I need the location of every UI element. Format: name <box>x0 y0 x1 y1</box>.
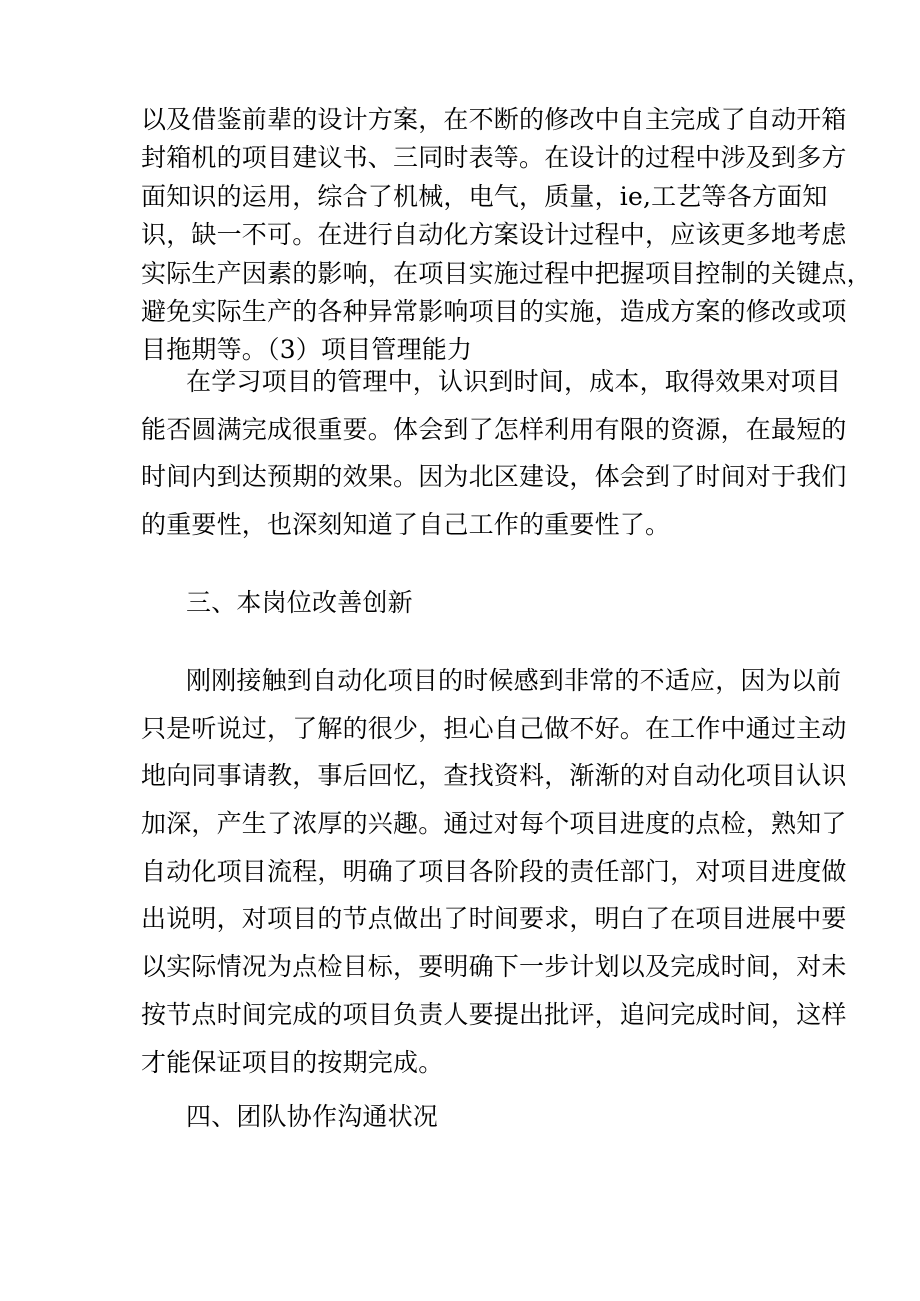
paragraph-line: 目拖期等。（3）项目管理能力 <box>141 335 473 365</box>
paragraph-line: 加深，产生了浓厚的兴趣。通过对每个项目进度的点检，熟知了 <box>141 809 847 839</box>
paragraph-line: 时间内到达预期的效果。因为北区建设，体会到了时间对于我们 <box>141 462 847 492</box>
paragraph-line: 只是听说过，了解的很少，担心自己做不好。在工作中通过主动 <box>141 713 847 743</box>
paragraph-line: 地向同事请教，事后回忆，查找资料，渐渐的对自动化项目认识 <box>141 761 847 791</box>
paragraph-line: 按节点时间完成的项目负责人要提出批评，追问完成时间，这样 <box>141 999 847 1029</box>
paragraph-line: 刚刚接触到自动化项目的时候感到非常的不适应，因为以前 <box>186 666 842 695</box>
paragraph-line: 自动化项目流程，明确了项目各阶段的责任部门，对项目进度做 <box>141 856 847 886</box>
section-heading-4 <box>141 1097 791 1137</box>
paragraph-line: 能否圆满完成很重要。体会到了怎样利用有限的资源，在最短的 <box>141 414 847 444</box>
section-heading: 四、团队协作沟通状况 <box>186 1102 439 1131</box>
paragraph-line: 出说明，对项目的节点做出了时间要求，明白了在项目进展中要 <box>141 904 847 934</box>
paragraph-2 <box>141 358 847 549</box>
paragraph-3 <box>141 657 847 1086</box>
paragraph-line: 以实际情况为点检目标，要明确下一步计划以及完成时间，对未 <box>141 952 847 982</box>
paragraph-line: 识，缺一不可。在进行自动化方案设计过程中，应该更多地考虑 <box>141 220 847 250</box>
paragraph-line: 封箱机的项目建议书、三同时表等。在设计的过程中涉及到多方 <box>141 143 847 173</box>
paragraph-line: 的重要性，也深刻知道了自己工作的重要性了。 <box>141 510 671 540</box>
paragraph-line: 在学习项目的管理中，认识到时间，成本，取得效果对项目 <box>186 367 842 396</box>
paragraph-1 <box>141 101 872 370</box>
paragraph-line: 面知识的运用，综合了机械，电气，质量，ie,工艺等各方面知 <box>141 181 828 211</box>
section-heading: 三、本岗位改善创新 <box>186 588 413 617</box>
paragraph-line: 才能保证项目的按期完成。 <box>141 1047 444 1077</box>
paragraph-line: 以及借鉴前辈的设计方案，在不断的修改中自主完成了自动开箱 <box>141 105 847 134</box>
paragraph-line: 避免实际生产的各种异常影响项目的实施，造成方案的修改或项 <box>141 296 847 326</box>
section-heading-3 <box>141 583 791 623</box>
paragraph-line: 实际生产因素的影响，在项目实施过程中把握项目控制的关键点， <box>141 258 872 288</box>
